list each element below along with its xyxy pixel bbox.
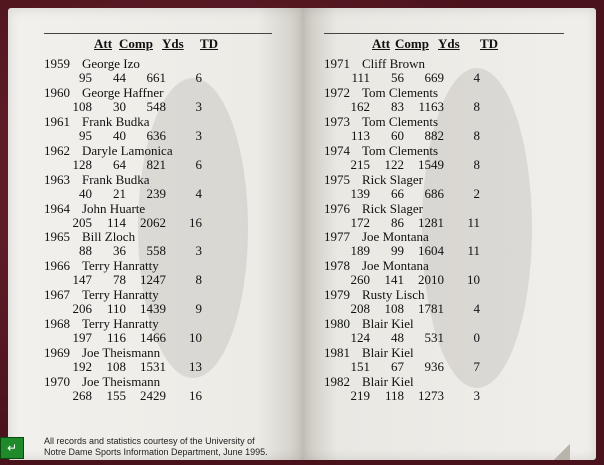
entry-td: 9: [195, 301, 202, 317]
entry-name: Tom Clements: [362, 84, 439, 100]
entry-comp: 108: [106, 359, 126, 374]
entry-comp: 86: [391, 214, 404, 230]
entry-year: 1962: [44, 142, 70, 158]
header-att: Att: [94, 36, 113, 51]
entry-att: 40: [79, 185, 92, 201]
entry-name: Tom Clements: [362, 113, 439, 129]
entry-year: 1982: [324, 373, 350, 389]
entry-att: 206: [72, 301, 92, 317]
entry-year: 1971: [324, 56, 350, 71]
entry-name: Rick Slager: [362, 200, 424, 216]
entry-yds: 636: [146, 127, 166, 143]
entry-name: Tom Clements: [362, 142, 439, 158]
entry-year: 1968: [44, 316, 70, 332]
entry-td: 11: [467, 214, 480, 230]
header-comp: Comp: [119, 36, 153, 51]
entry-td: 4: [473, 70, 480, 85]
entry-name: Cliff Brown: [362, 56, 425, 71]
entry-comp: 110: [106, 301, 126, 317]
entry-att: 128: [72, 156, 92, 172]
back-arrow-icon[interactable]: ↵: [0, 437, 24, 459]
entry-year: 1981: [324, 345, 350, 360]
entry-name: Blair Kiel: [362, 345, 414, 360]
page-turn-corner[interactable]: [554, 444, 570, 460]
entry-td: 4: [195, 185, 202, 201]
entry-year: 1964: [44, 200, 70, 216]
entry-name: Frank Budka: [82, 113, 150, 129]
entry-year: 1974: [324, 142, 350, 158]
entry-yds: 1439: [140, 301, 166, 317]
entry-name: Rick Slager: [362, 171, 424, 187]
entry-year: 1969: [44, 345, 70, 360]
footnote: [44, 436, 268, 458]
entry-year: 1977: [324, 229, 350, 245]
entry-name: John Huarte: [82, 200, 146, 216]
entry-name: Daryle Lamonica: [82, 142, 173, 158]
entry-td: 8: [473, 127, 480, 143]
entry-comp: 108: [384, 301, 404, 317]
entry-yds: 1604: [418, 243, 444, 259]
entry-comp: 40: [113, 127, 126, 143]
stat-entry: [8, 316, 302, 344]
entry-name: Blair Kiel: [362, 316, 414, 332]
entry-yds: 661: [146, 70, 166, 85]
entry-yds: 936: [424, 359, 444, 374]
entry-td: 13: [189, 359, 202, 374]
book: [8, 8, 596, 463]
entry-year: 1979: [324, 287, 350, 303]
entry-att: 124: [350, 330, 370, 346]
stat-entry: [8, 172, 302, 200]
entry-comp: 36: [113, 243, 126, 259]
entry-year: 1980: [324, 316, 350, 332]
header-td: TD: [200, 36, 219, 51]
entry-name: Terry Hanratty: [82, 287, 159, 303]
entry-att: 113: [350, 127, 370, 143]
entry-att: 111: [351, 70, 370, 85]
entry-year: 1966: [44, 258, 70, 274]
entry-td: 10: [189, 330, 202, 346]
header-rule: [324, 33, 564, 34]
entry-yds: 239: [146, 185, 166, 201]
entry-att: 215: [350, 156, 370, 172]
entry-comp: 116: [106, 330, 126, 346]
entry-name: Joe Theismann: [82, 373, 161, 389]
entry-yds: 1281: [418, 214, 444, 230]
entry-comp: 21: [113, 185, 126, 201]
footnote-line: All records and statistics courtesy of the University of: [44, 436, 255, 446]
entry-year: 1970: [44, 373, 70, 389]
entry-year: 1973: [324, 113, 350, 129]
stat-entry: [302, 172, 596, 200]
entry-td: 7: [473, 359, 480, 374]
stat-entry: [302, 287, 596, 315]
entry-att: 139: [350, 185, 370, 201]
stat-entry: [8, 85, 302, 113]
entry-att: 108: [72, 98, 92, 114]
entry-name: Bill Zloch: [82, 229, 136, 245]
entry-year: 1960: [44, 84, 70, 100]
stat-entry: [302, 316, 596, 344]
header-comp: Comp: [395, 36, 429, 51]
stat-entry: [302, 56, 596, 84]
header-rule: [44, 33, 272, 34]
entry-comp: 64: [113, 156, 126, 172]
entry-comp: 44: [113, 70, 126, 85]
entry-att: 88: [79, 243, 92, 259]
entry-year: 1965: [44, 229, 70, 245]
entry-yds: 1273: [418, 387, 444, 403]
entry-yds: 1781: [418, 301, 444, 317]
stat-entry: [302, 258, 596, 286]
entry-yds: 531: [424, 330, 444, 346]
entry-att: 208: [350, 301, 370, 317]
entry-name: Terry Hanratty: [82, 258, 159, 274]
entry-name: George Izo: [82, 56, 140, 71]
entry-yds: 1549: [418, 156, 444, 172]
entry-yds: 2010: [418, 272, 444, 288]
stat-entry: [302, 345, 596, 373]
entry-name: Joe Theismann: [82, 345, 161, 360]
entry-td: 8: [473, 156, 480, 172]
entry-yds: 1247: [140, 272, 166, 288]
entry-yds: 669: [424, 70, 444, 85]
entry-name: Joe Montana: [362, 258, 429, 274]
entry-att: 219: [350, 387, 370, 403]
entry-td: 8: [473, 98, 480, 114]
entry-td: 16: [189, 387, 202, 403]
stat-entry: [302, 229, 596, 257]
entry-td: 3: [473, 387, 480, 403]
entry-comp: 155: [106, 387, 126, 403]
entry-yds: 548: [146, 98, 166, 114]
entry-td: 4: [473, 301, 480, 317]
entry-att: 95: [79, 127, 92, 143]
entry-td: 0: [473, 330, 480, 346]
entry-comp: 122: [384, 156, 404, 172]
footnote-line: Notre Dame Sports Information Department, June 1995.: [44, 447, 268, 457]
stat-entry: [8, 258, 302, 286]
stat-entry: [8, 114, 302, 142]
header-yds: Yds: [438, 36, 460, 51]
entry-yds: 2429: [140, 387, 166, 403]
entry-att: 205: [72, 214, 92, 230]
entry-td: 3: [195, 243, 202, 259]
entry-att: 162: [350, 98, 370, 114]
stat-entry: [8, 229, 302, 257]
entry-td: 3: [195, 98, 202, 114]
header-td: TD: [480, 36, 499, 51]
entry-yds: 558: [146, 243, 166, 259]
entry-yds: 1531: [140, 359, 166, 374]
entry-td: 11: [467, 243, 480, 259]
entry-att: 189: [350, 243, 370, 259]
entry-td: 3: [195, 127, 202, 143]
entry-comp: 67: [391, 359, 404, 374]
entry-att: 95: [79, 70, 92, 85]
entry-comp: 141: [384, 272, 404, 288]
stat-entry: [8, 201, 302, 229]
stat-entry: [8, 287, 302, 315]
entry-name: Joe Montana: [362, 229, 429, 245]
entry-yds: 1466: [140, 330, 166, 346]
entry-year: 1961: [44, 113, 70, 129]
stat-entry: [8, 143, 302, 171]
entry-year: 1967: [44, 287, 70, 303]
stat-entry: [302, 201, 596, 229]
entry-name: Frank Budka: [82, 171, 150, 187]
stat-entry: [8, 345, 302, 373]
entry-att: 192: [72, 359, 92, 374]
stat-entry: [302, 143, 596, 171]
entry-yds: 2062: [140, 214, 166, 230]
entry-comp: 83: [391, 98, 404, 114]
stat-entry: [302, 374, 596, 402]
entry-att: 260: [350, 272, 370, 288]
entry-att: 147: [72, 272, 92, 288]
stat-entry: [302, 114, 596, 142]
entry-comp: 99: [391, 243, 404, 259]
right-page: [302, 8, 596, 460]
entry-comp: 78: [113, 272, 126, 288]
entry-comp: 48: [391, 330, 404, 346]
entry-comp: 114: [106, 214, 126, 230]
left-page: [8, 8, 302, 460]
header-yds: Yds: [162, 36, 184, 51]
entry-year: 1959: [44, 56, 70, 71]
entry-td: 6: [195, 156, 202, 172]
entry-year: 1963: [44, 171, 70, 187]
entry-year: 1975: [324, 171, 350, 187]
entry-comp: 66: [391, 185, 404, 201]
entry-td: 10: [467, 272, 480, 288]
entry-att: 151: [350, 359, 370, 374]
entry-att: 172: [350, 214, 370, 230]
entry-td: 6: [195, 70, 202, 85]
entry-name: Blair Kiel: [362, 373, 414, 389]
entry-att: 197: [72, 330, 92, 346]
stat-entry: [302, 85, 596, 113]
entry-comp: 56: [391, 70, 404, 85]
entry-year: 1976: [324, 200, 350, 216]
stat-entry: [8, 56, 302, 84]
entry-yds: 1163: [418, 98, 444, 114]
entry-year: 1978: [324, 258, 350, 274]
entry-name: George Haffner: [82, 84, 164, 100]
entry-td: 2: [473, 185, 480, 201]
entry-yds: 821: [146, 156, 166, 172]
entry-name: Rusty Lisch: [362, 287, 425, 303]
entry-td: 8: [195, 272, 202, 288]
entry-name: Terry Hanratty: [82, 316, 159, 332]
header-att: Att: [372, 36, 391, 51]
entry-comp: 118: [384, 387, 404, 403]
entry-yds: 882: [424, 127, 444, 143]
entry-comp: 30: [113, 98, 126, 114]
stat-entry: [8, 374, 302, 402]
entry-td: 16: [189, 214, 202, 230]
entry-comp: 60: [391, 127, 404, 143]
entry-yds: 686: [424, 185, 444, 201]
entry-year: 1972: [324, 84, 350, 100]
entry-att: 268: [72, 387, 92, 403]
